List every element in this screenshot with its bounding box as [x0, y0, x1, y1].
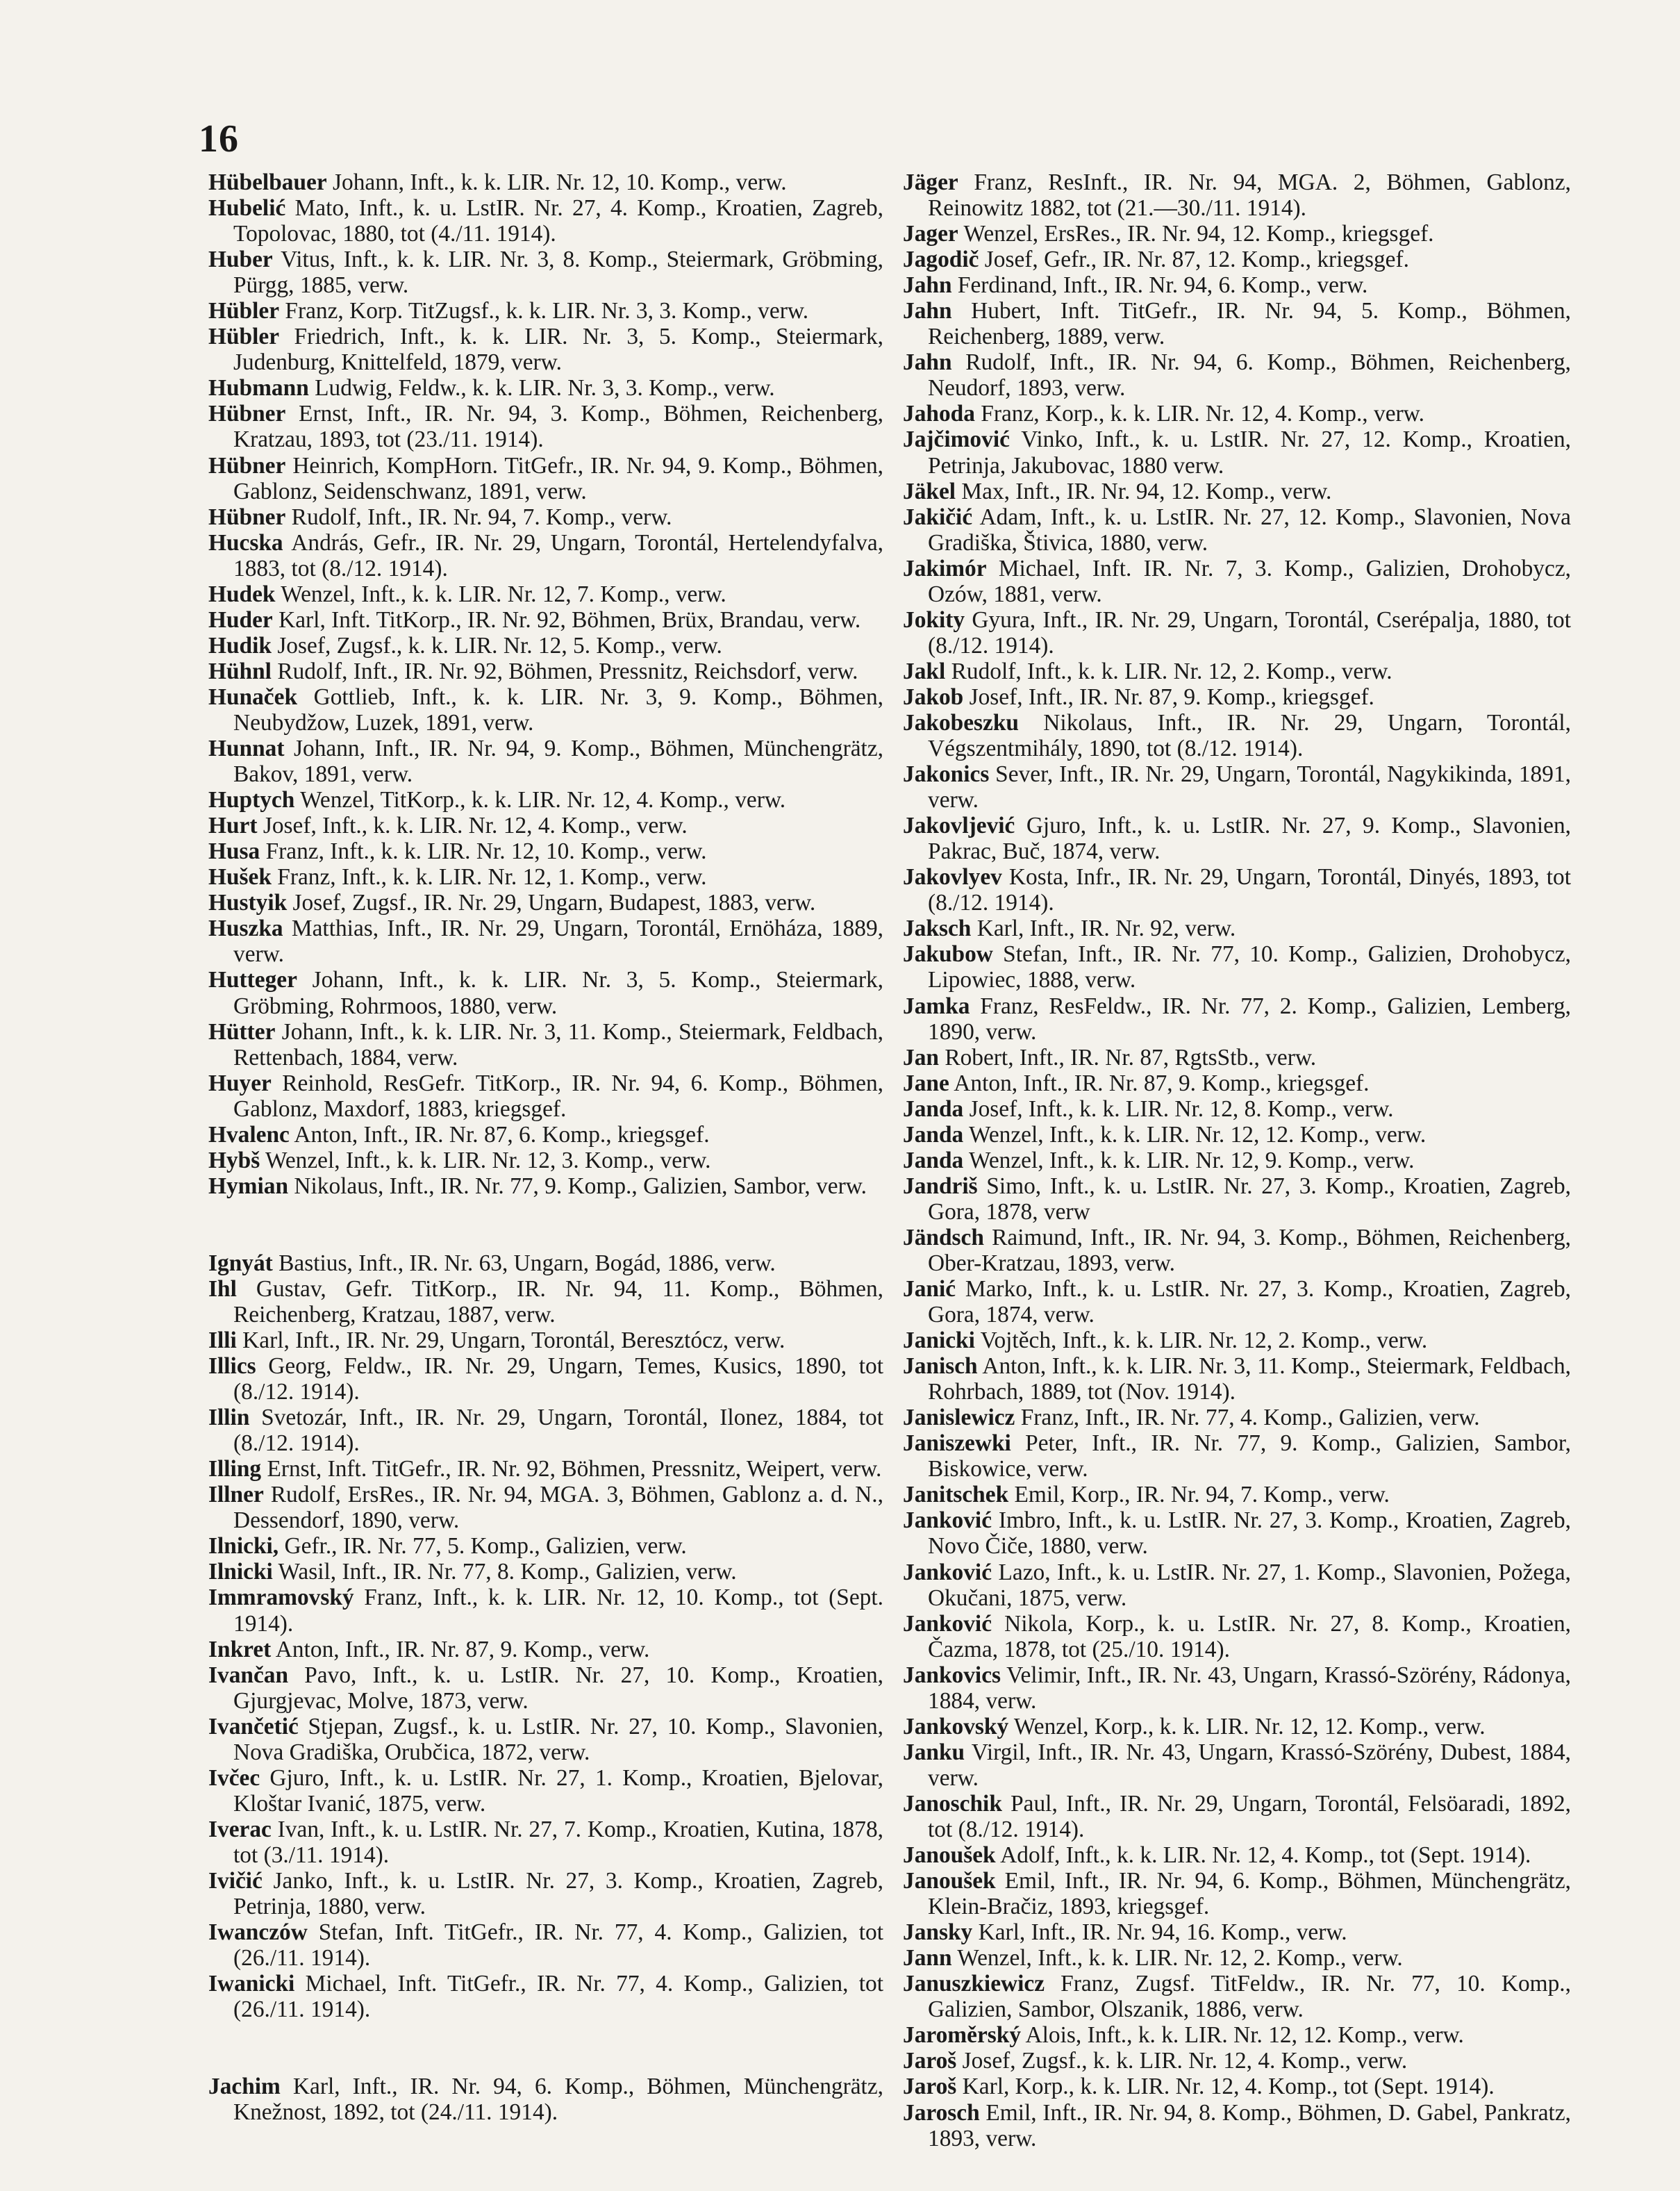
casualty-entry	[208, 195, 883, 247]
entry-surname: Jajčimović	[903, 427, 1010, 453]
entry-surname: Jahn	[903, 349, 952, 376]
entry-surname: Hübner	[208, 504, 286, 530]
entry-details: Franz, ResFeldw., IR. Nr. 77, 2. Komp., Galizien, Lemberg, 1890, verw.	[928, 993, 1571, 1045]
entry-surname: Hunnat	[208, 736, 285, 762]
entry-surname: Jahn	[903, 272, 952, 299]
entry-details: Stefan, Inft. TitGefr., IR. Nr. 77, 4. Komp., Galizien, tot (26./11. 1914).	[233, 1919, 883, 1971]
entry-details: Josef, Inft., IR. Nr. 87, 9. Komp., kriegsgef.	[963, 684, 1374, 710]
entry-details: Karl, Inft., IR. Nr. 29, Ungarn, Torontál, Beresztócz, verw.	[236, 1328, 785, 1354]
casualty-entry	[208, 1456, 883, 1482]
entry-details: Mato, Inft., k. u. LstIR. Nr. 27, 4. Komp., Kroatien, Zagreb, Topolovac, 1880, tot (4./11. 1914).	[233, 195, 883, 247]
casualty-entry	[903, 607, 1571, 659]
entry-surname: Hymian	[208, 1173, 289, 1199]
entry-surname: Hvalenc	[208, 1121, 290, 1148]
entry-surname: Jan	[903, 1044, 939, 1070]
casualty-entry	[208, 659, 883, 684]
entry-details: Alois, Inft., k. k. LIR. Nr. 12, 12. Komp., verw.	[1021, 2022, 1464, 2049]
entry-surname: Jachim	[208, 2074, 281, 2100]
casualty-entry	[208, 633, 883, 659]
entry-surname: Jakubow	[903, 941, 993, 968]
entry-details: Robert, Inft., IR. Nr. 87, RgtsStb., verw.	[938, 1044, 1317, 1070]
entry-surname: Hucska	[208, 529, 283, 556]
entry-details: Franz, Korp. TitZugsf., k. k. LIR. Nr. 3, 3. Komp., verw.	[279, 298, 809, 324]
casualty-entry	[208, 1559, 883, 1585]
casualty-entry	[208, 1817, 883, 1868]
entry-surname: Illin	[208, 1405, 250, 1431]
entry-surname: Ignyát	[208, 1250, 273, 1276]
casualty-entry	[903, 993, 1571, 1045]
entry-details: Max, Inft., IR. Nr. 94, 12. Komp., verw.	[956, 478, 1332, 504]
casualty-entry	[208, 1971, 883, 2022]
entry-details: Karl, Inft., IR. Nr. 94, 6. Komp., Böhmen, Münchengrätz, Knežnost, 1892, tot (24./11. 1914).	[233, 2074, 883, 2126]
entry-surname: Jakičić	[903, 504, 973, 530]
casualty-entry	[903, 2048, 1571, 2074]
entry-details: Wenzel, Inft., k. k. LIR. Nr. 12, 3. Komp., verw.	[260, 1147, 711, 1173]
entry-details: Vojtěch, Inft., k. k. LIR. Nr. 12, 2. Komp., verw.	[974, 1328, 1428, 1354]
entry-details: Virgil, Inft., IR. Nr. 43, Ungarn, Krassó-Szörény, Dubest, 1884, verw.	[928, 1739, 1571, 1791]
entry-surname: Jann	[903, 1945, 952, 1971]
entry-details: Nikola, Korp., k. u. LstIR. Nr. 27, 8. Komp., Kroatien, Čazma, 1878, tot (25./10. 1914).	[928, 1610, 1571, 1662]
entry-details: Wenzel, Inft., k. k. LIR. Nr. 12, 12. Komp., verw.	[963, 1121, 1427, 1148]
casualty-entry	[208, 401, 883, 452]
entry-surname: Ivančetić	[208, 1713, 299, 1739]
entry-surname: Jakl	[903, 658, 946, 684]
entry-details: Vitus, Inft., k. k. LIR. Nr. 3, 8. Komp., Steiermark, Gröbming, Pürgg, 1885, verw.	[233, 247, 883, 299]
entry-details: Paul, Inft., IR. Nr. 29, Ungarn, Torontál, Felsöaradi, 1892, tot (8./12. 1914).	[928, 1790, 1571, 1842]
entry-details: Simo, Inft., k. u. LstIR. Nr. 27, 3. Komp., Kroatien, Zagreb, Gora, 1878, verw	[928, 1173, 1571, 1225]
entry-details: Josef, Zugsf., k. k. LIR. Nr. 12, 4. Komp., verw.	[956, 2048, 1408, 2074]
entry-surname: Jäger	[903, 170, 958, 195]
casualty-entry	[208, 1662, 883, 1714]
casualty-entry	[903, 684, 1571, 710]
entry-surname: Huber	[208, 247, 273, 273]
casualty-entry	[903, 864, 1571, 916]
entry-details: Johann, Inft., IR. Nr. 94, 9. Komp., Böhmen, Münchengrätz, Bakov, 1891, verw.	[233, 736, 883, 788]
entry-details: Emil, Korp., IR. Nr. 94, 7. Komp., verw.	[1008, 1482, 1390, 1508]
entry-details: Gyura, Inft., IR. Nr. 29, Ungarn, Torontál, Cserépalja, 1880, tot (8./12. 1914).	[928, 606, 1571, 659]
casualty-entry	[903, 1070, 1571, 1096]
casualty-entry	[903, 401, 1571, 427]
entry-details: Franz, Inft., k. k. LIR. Nr. 12, 1. Komp., verw.	[271, 864, 707, 891]
entry-details: Ludwig, Feldw., k. k. LIR. Nr. 3, 3. Komp., verw.	[308, 375, 775, 402]
entry-surname: Jokity	[903, 606, 965, 633]
entry-details: Josef, Zugsf., k. k. LIR. Nr. 12, 5. Komp., verw.	[271, 632, 722, 659]
entry-surname: Huszka	[208, 916, 283, 942]
entry-surname: Jaroš	[903, 2074, 957, 2100]
entry-details: Anton, Inft., IR. Nr. 87, 9. Komp., verw.	[271, 1636, 650, 1662]
entry-details: Josef, Inft., k. k. LIR. Nr. 12, 8. Komp., verw.	[963, 1096, 1394, 1122]
entry-details: Janko, Inft., k. u. LstIR. Nr. 27, 3. Komp., Kroatien, Zagreb, Petrinja, 1880, verw.	[233, 1868, 883, 1920]
entry-details: Wenzel, TitKorp., k. k. LIR. Nr. 12, 4. Komp., verw.	[294, 787, 786, 813]
entry-details: Ferdinand, Inft., IR. Nr. 94, 6. Komp., verw.	[951, 272, 1368, 299]
entry-details: Johann, Inft., k. k. LIR. Nr. 12, 10. Komp., verw.	[326, 170, 787, 195]
entry-details: Heinrich, KompHorn. TitGefr., IR. Nr. 94, 9. Komp., Böhmen, Gablonz, Seidenschwanz, 1891, verw.	[233, 452, 883, 504]
entry-surname: Janić	[903, 1276, 956, 1303]
entry-details: Karl, Inft. TitKorp., IR. Nr. 92, Böhmen, Brüx, Brandau, verw.	[272, 606, 861, 633]
entry-surname: Jankovský	[903, 1713, 1009, 1739]
entry-surname: Janicki	[903, 1328, 975, 1354]
casualty-entry	[903, 916, 1571, 941]
entry-details: Gustav, Gefr. TitKorp., IR. Nr. 94, 11. Komp., Böhmen, Reichenberg, Kratzau, 1887, verw.	[233, 1275, 883, 1328]
section-gap	[208, 1199, 883, 1250]
entry-details: Anton, Inft., IR. Nr. 87, 9. Komp., kriegsgef.	[949, 1070, 1370, 1096]
entry-details: Johann, Inft., k. k. LIR. Nr. 3, 11. Komp., Steiermark, Feldbach, Rettenbach, 1884, verw.	[233, 1018, 883, 1070]
entry-surname: Iwanczów	[208, 1919, 308, 1946]
entry-surname: Jakimór	[903, 555, 987, 581]
casualty-entry	[903, 2022, 1571, 2048]
entry-details: Marko, Inft., k. u. LstIR. Nr. 27, 3. Komp., Kroatien, Zagreb, Gora, 1874, verw.	[928, 1276, 1571, 1328]
casualty-entry	[903, 1148, 1571, 1173]
entry-surname: Husa	[208, 838, 260, 865]
entry-surname: Janoschik	[903, 1790, 1002, 1817]
entry-surname: Jahoda	[903, 401, 975, 427]
casualty-entry	[903, 221, 1571, 247]
casualty-entry	[903, 272, 1571, 298]
casualty-entry	[903, 2100, 1571, 2151]
casualty-entry	[208, 1173, 883, 1199]
entry-surname: Janisch	[903, 1353, 978, 1380]
entry-details: Rudolf, Inft., IR. Nr. 92, Böhmen, Pressnitz, Reichsdorf, verw.	[271, 658, 858, 684]
right-column	[903, 170, 1571, 2151]
entry-surname: Jandriš	[903, 1173, 978, 1199]
entry-details: Velimir, Inft., IR. Nr. 43, Ungarn, Krassó-Szörény, Rádonya, 1884, verw.	[928, 1662, 1571, 1714]
casualty-entry	[208, 607, 883, 633]
entry-surname: Janković	[903, 1610, 992, 1637]
entry-surname: Huyer	[208, 1070, 272, 1096]
entry-surname: Hybš	[208, 1147, 260, 1173]
entry-details: Ernst, Inft., IR. Nr. 94, 3. Komp., Böhmen, Reichenberg, Kratzau, 1893, tot (23./11. 1914).	[233, 401, 883, 453]
casualty-entry	[903, 1842, 1571, 1868]
casualty-entry	[903, 1482, 1571, 1507]
casualty-entry	[903, 349, 1571, 401]
casualty-entry	[903, 813, 1571, 864]
casualty-entry	[903, 1662, 1571, 1714]
entry-surname: Jakovljević	[903, 813, 1015, 839]
casualty-entry	[903, 427, 1571, 478]
entry-surname: Jagodič	[903, 247, 979, 273]
entry-surname: Jakobeszku	[903, 709, 1020, 736]
casualty-entry	[903, 1611, 1571, 1662]
casualty-entry	[903, 1045, 1571, 1070]
entry-details: Franz, Inft., k. k. LIR. Nr. 12, 10. Komp., verw.	[260, 838, 707, 865]
entry-details: Stefan, Inft., IR. Nr. 77, 10. Komp., Galizien, Drohobycz, Lipowiec, 1888, verw.	[928, 941, 1571, 993]
entry-surname: Janda	[903, 1147, 964, 1173]
casualty-entry	[903, 1328, 1571, 1353]
entry-surname: Janitschek	[903, 1482, 1009, 1508]
casualty-entry	[208, 787, 883, 813]
entry-surname: Hühnl	[208, 658, 272, 684]
entry-surname: Janislewicz	[903, 1405, 1015, 1431]
entry-surname: Jakovlyev	[903, 864, 1002, 891]
casualty-entry	[903, 1405, 1571, 1430]
casualty-entry	[208, 1250, 883, 1276]
entry-details: Josef, Gefr., IR. Nr. 87, 12. Komp., kriegsgef.	[979, 247, 1409, 273]
entry-details: Wasil, Inft., IR. Nr. 77, 8. Komp., Galizien, verw.	[272, 1559, 737, 1585]
casualty-entry	[208, 2074, 883, 2125]
casualty-entry	[208, 1019, 883, 1070]
entry-details: Rudolf, Inft., IR. Nr. 94, 7. Komp., verw.	[285, 504, 672, 530]
entry-surname: Ilnicki	[208, 1559, 273, 1585]
casualty-entry	[903, 1122, 1571, 1148]
casualty-entry	[208, 324, 883, 375]
entry-details: Josef, Zugsf., IR. Nr. 29, Ungarn, Budapest, 1883, verw.	[287, 890, 816, 916]
entry-surname: Illi	[208, 1328, 237, 1354]
entry-surname: Hubmann	[208, 375, 309, 402]
casualty-entry	[903, 504, 1571, 556]
entry-surname: Ivančan	[208, 1662, 289, 1688]
casualty-entry	[903, 1173, 1571, 1225]
casualty-entry	[903, 1945, 1571, 1971]
entry-details: Anton, Inft., IR. Nr. 87, 6. Komp., kriegsgef.	[289, 1121, 710, 1148]
entry-surname: Huptych	[208, 787, 295, 813]
entry-surname: Hunaček	[208, 684, 298, 710]
entry-details: Rudolf, Inft., k. k. LIR. Nr. 12, 2. Komp., verw.	[945, 658, 1392, 684]
entry-surname: Illing	[208, 1456, 262, 1482]
entry-surname: Jaroměrský	[903, 2022, 1022, 2049]
casualty-entry	[208, 1533, 883, 1559]
entry-details: Vinko, Inft., k. u. LstIR. Nr. 27, 12. Komp., Kroatien, Petrinja, Jakubovac, 1880 verw.	[928, 427, 1571, 479]
casualty-entry	[208, 1585, 883, 1636]
entry-surname: Illner	[208, 1482, 264, 1508]
casualty-entry	[208, 375, 883, 401]
entry-details: Karl, Inft., IR. Nr. 94, 16. Komp., verw.	[972, 1919, 1347, 1946]
entry-surname: Janoušek	[903, 1868, 996, 1894]
entry-surname: Jändsch	[903, 1224, 984, 1250]
casualty-entry	[208, 736, 883, 787]
entry-details: Lazo, Inft., k. u. LstIR. Nr. 27, 1. Komp., Slavonien, Požega, Okučani, 1875, verw.	[928, 1559, 1571, 1611]
casualty-entry	[208, 684, 883, 736]
entry-surname: Jamka	[903, 993, 970, 1019]
casualty-entry	[208, 838, 883, 864]
entry-surname: Jahn	[903, 298, 952, 324]
entry-surname: Jäkel	[903, 478, 956, 504]
casualty-entry	[208, 1070, 883, 1122]
casualty-entry	[903, 298, 1571, 349]
entry-surname: Jakob	[903, 684, 964, 710]
entry-surname: Iverac	[208, 1816, 272, 1842]
casualty-entry	[208, 1482, 883, 1533]
casualty-entry	[208, 298, 883, 324]
entry-details: Ernst, Inft. TitGefr., IR. Nr. 92, Böhmen, Pressnitz, Weipert, verw.	[261, 1456, 882, 1482]
entry-details: Pavo, Inft., k. u. LstIR. Nr. 27, 10. Komp., Kroatien, Gjurgjevac, Molve, 1873, verw.	[233, 1662, 883, 1714]
casualty-entry	[208, 1714, 883, 1765]
entry-details: Franz, Inft., k. k. LIR. Nr. 12, 10. Komp., tot (Sept. 1914).	[233, 1585, 883, 1637]
casualty-entry	[208, 967, 883, 1018]
entry-details: András, Gefr., IR. Nr. 29, Ungarn, Torontál, Hertelendyfalva, 1883, tot (8./12. 1914).	[233, 529, 883, 581]
entry-details: Peter, Inft., IR. Nr. 77, 9. Komp., Galizien, Sambor, Biskowice, verw.	[928, 1430, 1571, 1482]
entry-details: Karl, Korp., k. k. LIR. Nr. 12, 4. Komp., tot (Sept. 1914).	[956, 2074, 1495, 2100]
entry-surname: Janiszewki	[903, 1430, 1011, 1457]
casualty-entry	[903, 170, 1571, 221]
entry-surname: Januszkiewicz	[903, 1971, 1045, 1997]
entry-surname: Jane	[903, 1070, 949, 1096]
entry-surname: Ihl	[208, 1275, 237, 1302]
entry-details: Karl, Inft., IR. Nr. 92, verw.	[971, 916, 1236, 942]
entry-details: Gjuro, Inft., k. u. LstIR. Nr. 27, 9. Komp., Slavonien, Pakrac, Buč, 1874, verw.	[928, 813, 1571, 865]
casualty-entry	[903, 659, 1571, 684]
entry-surname: Hübner	[208, 452, 286, 479]
entry-surname: Jakonics	[903, 761, 990, 788]
entry-details: Nikolaus, Inft., IR. Nr. 77, 9. Komp., Galizien, Sambor, verw.	[288, 1173, 867, 1199]
entry-details: Josef, Inft., k. k. LIR. Nr. 12, 4. Komp., verw.	[257, 813, 688, 839]
entry-details: Adolf, Inft., k. k. LIR. Nr. 12, 4. Komp., tot (Sept. 1914).	[995, 1842, 1531, 1869]
entry-details: Raimund, Inft., IR. Nr. 94, 3. Komp., Böhmen, Reichenberg, Ober-Kratzau, 1893, verw.	[928, 1224, 1571, 1276]
casualty-entry	[903, 1868, 1571, 1919]
entry-surname: Illics	[208, 1353, 256, 1380]
casualty-entry	[903, 1791, 1571, 1842]
entry-details: Sever, Inft., IR. Nr. 29, Ungarn, Torontál, Nagykikinda, 1891, verw.	[928, 761, 1571, 813]
casualty-entry	[208, 1919, 883, 1971]
casualty-entry	[903, 247, 1571, 272]
entry-surname: Ilnicki,	[208, 1533, 279, 1560]
casualty-entry	[903, 479, 1571, 504]
casualty-entry	[208, 1868, 883, 1919]
casualty-entry	[208, 170, 883, 195]
entry-details: Johann, Inft., k. k. LIR. Nr. 3, 5. Komp., Steiermark, Gröbming, Rohrmoos, 1880, verw.	[233, 967, 883, 1019]
entry-details: Ivan, Inft., k. u. LstIR. Nr. 27, 7. Komp., Kroatien, Kutina, 1878, tot (3./11. 1914).	[233, 1816, 883, 1868]
casualty-entry	[208, 1405, 883, 1456]
entry-details: Anton, Inft., k. k. LIR. Nr. 3, 11. Komp., Steiermark, Feldbach, Rohrbach, 1889, tot (Nov. 1914).	[928, 1353, 1571, 1405]
casualty-entry	[903, 1225, 1571, 1276]
section-gap	[208, 2022, 883, 2074]
entry-surname: Hudik	[208, 632, 272, 659]
casualty-entry	[208, 813, 883, 838]
entry-details: Adam, Inft., k. u. LstIR. Nr. 27, 12. Komp., Slavonien, Nova Gradiška, Štivica, 1880, verw.	[928, 504, 1571, 556]
casualty-entry	[208, 581, 883, 607]
casualty-entry	[903, 1971, 1571, 2022]
entry-details: Friedrich, Inft., k. k. LIR. Nr. 3, 5. Komp., Steiermark, Judenburg, Knittelfeld, 1879, verw.	[233, 324, 883, 376]
entry-surname: Iwanicki	[208, 1971, 295, 1997]
entry-details: Wenzel, Korp., k. k. LIR. Nr. 12, 12. Komp., verw.	[1008, 1713, 1486, 1739]
entry-surname: Janoušek	[903, 1842, 996, 1869]
entry-surname: Ivičić	[208, 1868, 263, 1894]
entry-surname: Hübelbauer	[208, 170, 327, 195]
page-number: 16	[199, 117, 239, 160]
entry-details: Franz, Korp., k. k. LIR. Nr. 12, 4. Komp., verw.	[974, 401, 1424, 427]
casualty-entry	[903, 1739, 1571, 1791]
entry-surname: Janković	[903, 1559, 992, 1585]
entry-surname: Janda	[903, 1121, 964, 1148]
entry-surname: Jager	[903, 221, 958, 247]
entry-details: Georg, Feldw., IR. Nr. 29, Ungarn, Temes, Kusics, 1890, tot (8./12. 1914).	[233, 1353, 883, 1405]
entry-details: Nikolaus, Inft., IR. Nr. 29, Ungarn, Torontál, Végszentmihály, 1890, tot (8./12. 1914).	[928, 709, 1571, 762]
casualty-entry	[208, 1276, 883, 1328]
entry-details: Gjuro, Inft., k. u. LstIR. Nr. 27, 1. Komp., Kroatien, Bjelovar, Kloštar Ivanić, 1875, verw.	[233, 1764, 883, 1817]
entry-surname: Janda	[903, 1096, 964, 1122]
entry-surname: Janković	[903, 1507, 992, 1534]
casualty-entry	[208, 453, 883, 504]
casualty-entry	[903, 2074, 1571, 2099]
entry-details: Michael, Inft. IR. Nr. 7, 3. Komp., Galizien, Drohobycz, Ozów, 1881, verw.	[928, 555, 1571, 607]
left-column	[208, 170, 883, 2125]
entry-details: Svetozár, Inft., IR. Nr. 29, Ungarn, Torontál, Ilonez, 1884, tot (8./12. 1914).	[233, 1405, 883, 1457]
casualty-entry	[903, 1560, 1571, 1611]
casualty-entry	[903, 1714, 1571, 1739]
casualty-entry	[208, 1328, 883, 1353]
entry-surname: Hübler	[208, 324, 280, 350]
casualty-entry	[903, 1919, 1571, 1945]
casualty-entry	[208, 890, 883, 916]
casualty-entry	[903, 1353, 1571, 1405]
casualty-entry	[208, 1353, 883, 1405]
casualty-entry	[903, 556, 1571, 607]
casualty-entry	[208, 864, 883, 890]
entry-details: Franz, Inft., IR. Nr. 77, 4. Komp., Galizien, verw.	[1015, 1405, 1480, 1431]
entry-details: Wenzel, Inft., k. k. LIR. Nr. 12, 7. Komp., verw.	[275, 581, 726, 607]
entry-surname: Inkret	[208, 1636, 272, 1662]
casualty-entry	[903, 761, 1571, 813]
entry-details: Bastius, Inft., IR. Nr. 63, Ungarn, Bogád, 1886, verw.	[272, 1250, 776, 1276]
casualty-entry	[208, 1148, 883, 1173]
entry-details: Wenzel, ErsRes., IR. Nr. 94, 12. Komp., kriegsgef.	[958, 221, 1434, 247]
entry-details: Kosta, Infr., IR. Nr. 29, Ungarn, Torontál, Dinyés, 1893, tot (8./12. 1914).	[928, 864, 1571, 916]
entry-surname: Hustyik	[208, 890, 288, 916]
entry-details: Emil, Inft., IR. Nr. 94, 8. Komp., Böhmen, D. Gabel, Pankratz, 1893, verw.	[928, 2099, 1571, 2151]
entry-details: Michael, Inft. TitGefr., IR. Nr. 77, 4. Komp., Galizien, tot (26./11. 1914).	[233, 1971, 883, 2023]
entry-surname: Hudek	[208, 581, 276, 607]
entry-details: Gottlieb, Inft., k. k. LIR. Nr. 3, 9. Komp., Böhmen, Neubydžow, Luzek, 1891, verw.	[233, 684, 883, 736]
entry-surname: Huder	[208, 606, 273, 633]
entry-surname: Hübler	[208, 298, 280, 324]
entry-surname: Hutteger	[208, 967, 297, 993]
entry-surname: Hušek	[208, 864, 272, 891]
entry-surname: Immramovský	[208, 1585, 354, 1611]
casualty-entry	[208, 1122, 883, 1148]
entry-surname: Jaroš	[903, 2048, 957, 2074]
entry-surname: Hurt	[208, 813, 258, 839]
casualty-entry	[903, 1096, 1571, 1122]
entry-details: Matthias, Inft., IR. Nr. 29, Ungarn, Torontál, Ernöháza, 1889, verw.	[233, 916, 883, 968]
entry-surname: Hubelić	[208, 195, 286, 222]
entry-details: Imbro, Inft., k. u. LstIR. Nr. 27, 3. Komp., Kroatien, Zagreb, Novo Čiče, 1880, verw.	[928, 1507, 1571, 1560]
entry-details: Rudolf, Inft., IR. Nr. 94, 6. Komp., Böhmen, Reichenberg, Neudorf, 1893, verw.	[928, 349, 1571, 402]
entry-details: Franz, ResInft., IR. Nr. 94, MGA. 2, Böhmen, Gablonz, Reinowitz 1882, tot (21.—30./11. 1914).	[928, 170, 1571, 222]
entry-surname: Jaksch	[903, 916, 972, 942]
entry-details: Reinhold, ResGefr. TitKorp., IR. Nr. 94, 6. Komp., Böhmen, Gablonz, Maxdorf, 1883, kriegsgef.	[233, 1070, 883, 1122]
entry-details: Gefr., IR. Nr. 77, 5. Komp., Galizien, verw.	[278, 1533, 687, 1560]
entry-surname: Hübner	[208, 401, 286, 427]
casualty-entry	[903, 1430, 1571, 1482]
casualty-entry	[208, 1637, 883, 1662]
entry-details: Hubert, Inft. TitGefr., IR. Nr. 94, 5. Komp., Böhmen, Reichenberg, 1889, verw.	[928, 298, 1571, 350]
casualty-entry	[208, 504, 883, 530]
entry-surname: Hütter	[208, 1018, 276, 1045]
entry-surname: Jarosch	[903, 2099, 980, 2126]
casualty-entry	[903, 710, 1571, 761]
entry-surname: Jansky	[903, 1919, 973, 1946]
casualty-entry	[208, 916, 883, 967]
casualty-entry	[903, 941, 1571, 993]
entry-details: Wenzel, Inft., k. k. LIR. Nr. 12, 9. Komp., verw.	[963, 1147, 1415, 1173]
entry-details: Stjepan, Zugsf., k. u. LstIR. Nr. 27, 10. Komp., Slavonien, Nova Gradiška, Orubčica, 1872, verw.	[233, 1713, 883, 1765]
entry-surname: Janku	[903, 1739, 965, 1765]
entry-details: Emil, Inft., IR. Nr. 94, 6. Komp., Böhmen, Münchengrätz, Klein-Bračiz, 1893, kriegsgef.	[928, 1868, 1571, 1920]
entry-details: Rudolf, ErsRes., IR. Nr. 94, MGA. 3, Böhmen, Gablonz a. d. N., Dessendorf, 1890, verw.	[233, 1482, 883, 1534]
entry-details: Wenzel, Inft., k. k. LIR. Nr. 12, 2. Komp., verw.	[951, 1945, 1403, 1971]
entry-surname: Jankovics	[903, 1662, 1001, 1688]
casualty-entry	[208, 1765, 883, 1817]
entry-surname: Ivčec	[208, 1764, 260, 1791]
entry-details: Franz, Zugsf. TitFeldw., IR. Nr. 77, 10. Komp., Galizien, Sambor, Olszanik, 1886, verw.	[928, 1971, 1571, 2023]
casualty-entry	[208, 530, 883, 581]
casualty-entry	[903, 1276, 1571, 1328]
casualty-entry	[208, 247, 883, 298]
casualty-entry	[903, 1507, 1571, 1559]
